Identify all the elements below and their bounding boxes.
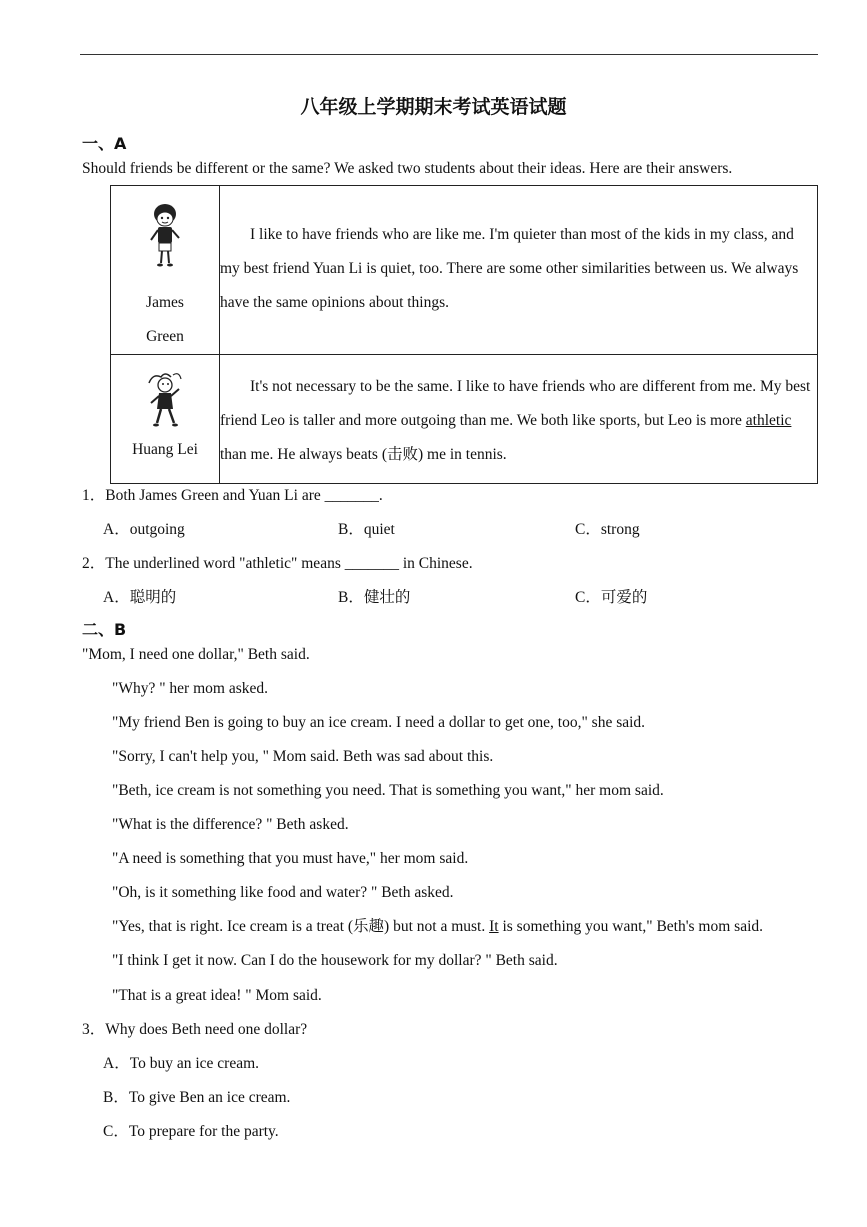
- underlined-word-it: It: [489, 918, 499, 935]
- profile-name-huang: Huang Lei: [132, 441, 198, 458]
- question-1-stem: 1．Both James Green and Yuan Li are _______.: [82, 487, 383, 504]
- question-3-stem: 3．Why does Beth need one dollar?: [82, 1021, 308, 1038]
- james-answer: I like to have friends who are like me. I'm quieter than most of the kids in my class, and my best friend Yuan Li is quiet, too. There are some other similarities between us. We always have the same opinions about things.: [220, 226, 799, 311]
- question-1-option-c: C．strong: [575, 521, 640, 538]
- huang-answer: [220, 370, 817, 472]
- boy-tennis-cartoon-icon: [143, 369, 187, 431]
- story-paragraph: "Sorry, I can't help you, " Mom said. Beth was sad about this.: [112, 748, 494, 765]
- story-paragraph: "Mom, I need one dollar," Beth said.: [82, 646, 310, 663]
- section-a-intro: Should friends be different or the same? We asked two students about their ideas. Here are their answers.: [82, 160, 733, 177]
- profile-text-huang: [220, 355, 818, 484]
- story-it-part2: is something you want," Beth's mom said.: [498, 918, 764, 935]
- story-paragraph: "Why? " her mom asked.: [112, 680, 268, 697]
- question-2-option-b: B．健壮的: [338, 589, 411, 606]
- question-3-option-b: B．To give Ben an ice cream.: [103, 1089, 291, 1106]
- story-paragraph: "I think I get it now. Can I do the housework for my dollar? " Beth said.: [112, 952, 558, 969]
- boy-cartoon-icon: [145, 200, 185, 272]
- underlined-word-athletic: athletic: [745, 412, 792, 429]
- huang-answer-part2: than me. He always beats (击败) me in tennis.: [220, 446, 507, 463]
- question-2-option-a: A．聪明的: [103, 589, 177, 606]
- section-b-heading: 二、B: [82, 620, 127, 639]
- profile-name-green: Green: [146, 328, 184, 345]
- story-paragraph: "A need is something that you must have," her mom said.: [112, 850, 469, 867]
- profiles-table: [110, 185, 818, 484]
- header-rule: [80, 54, 818, 55]
- story-paragraph: "What is the difference? " Beth asked.: [112, 816, 349, 833]
- question-3-option-c: C．To prepare for the party.: [103, 1123, 279, 1140]
- story-it-part1: "Yes, that is right. Ice cream is a treat (乐趣) but not a must.: [112, 918, 490, 935]
- question-2-option-c: C．可爱的: [575, 589, 648, 606]
- profile-text-james: [220, 186, 818, 355]
- huang-answer-part1: It's not necessary to be the same. I like to have friends who are different from me. My best friend Leo is taller and more outgoing than me. We both like sports, but Leo is more: [220, 378, 811, 429]
- question-1-option-b: B．quiet: [338, 521, 395, 538]
- question-3-option-a: A．To buy an ice cream.: [103, 1055, 260, 1072]
- page-title: 八年级上学期期末考试英语试题: [300, 96, 567, 118]
- profile-cell-huang: [111, 355, 220, 484]
- question-2-stem: 2．The underlined word "athletic" means _______ in Chinese.: [82, 555, 473, 572]
- story-paragraph: "Beth, ice cream is not something you need. That is something you want," her mom said.: [112, 782, 664, 799]
- story-paragraph: "Oh, is it something like food and water? " Beth asked.: [112, 884, 454, 901]
- profile-cell-james: [111, 186, 220, 355]
- story-paragraph: "My friend Ben is going to buy an ice cream. I need a dollar to get one, too," she said.: [112, 714, 646, 731]
- story-paragraph: "That is a great idea! " Mom said.: [112, 987, 322, 1004]
- story-paragraph-it: [112, 917, 763, 937]
- profile-name-james: James: [146, 294, 184, 311]
- question-1-option-a: A．outgoing: [103, 521, 185, 538]
- section-a-heading: 一、A: [82, 134, 127, 153]
